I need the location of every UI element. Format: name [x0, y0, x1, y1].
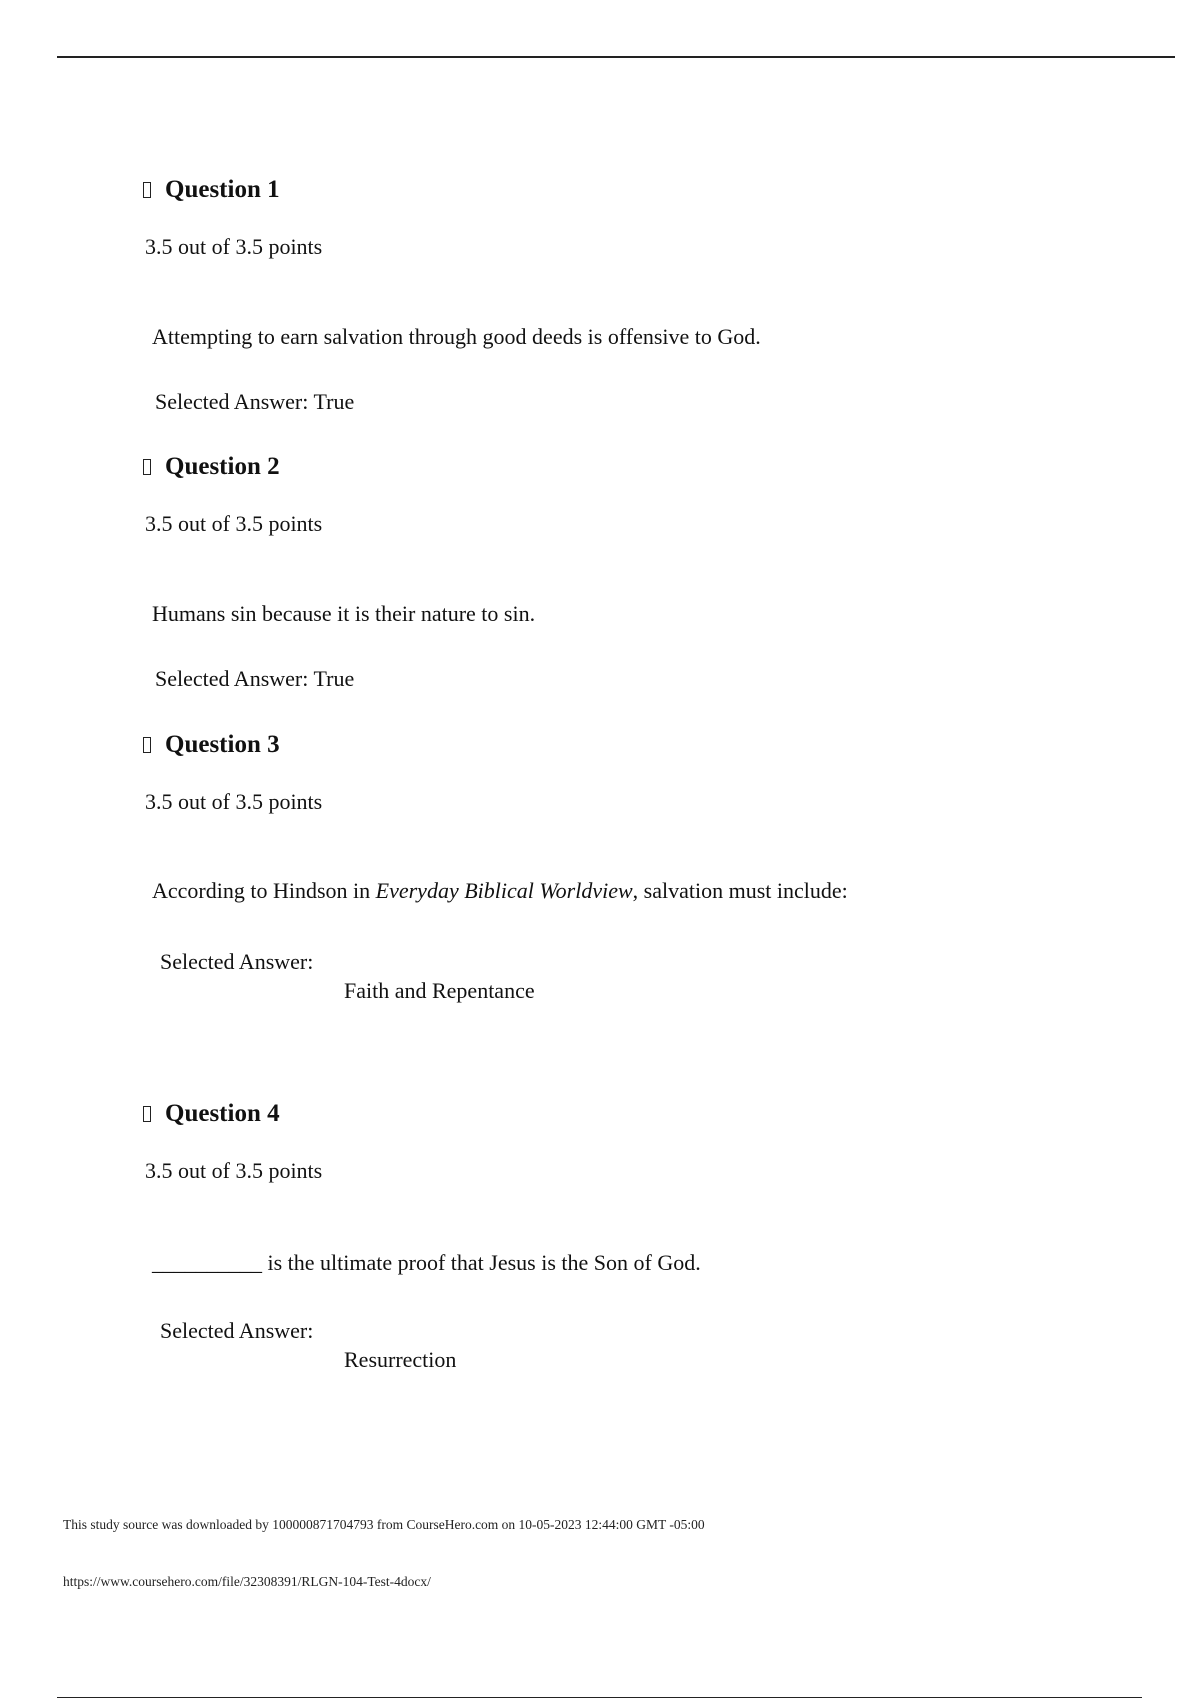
checkbox-icon [143, 1106, 151, 1122]
question-2-heading [143, 452, 280, 482]
question-1-heading [143, 175, 280, 205]
selected-answer-label: Selected Answer: [155, 666, 309, 691]
selected-answer-label: Selected Answer: [160, 949, 314, 974]
question-1-points: 3.5 out of 3.5 points [145, 234, 323, 259]
source-url[interactable]: https://www.coursehero.com/file/32308391/RLGN-104-Test-4docx/ [63, 1574, 431, 1589]
question-4-text: __________ is the ultimate proof that Jesus is the Son of God. [152, 1250, 701, 1275]
question-2-title: Question 2 [165, 453, 280, 480]
question-2-answer-line [155, 665, 354, 693]
bottom-rule [57, 1697, 1142, 1698]
question-2-text: Humans sin because it is their nature to sin. [152, 601, 536, 626]
question-1-text: Attempting to earn salvation through good deeds is offensive to God. [152, 324, 761, 349]
checkbox-icon [143, 459, 151, 475]
book-title: Everyday Biblical Worldview [375, 878, 633, 903]
question-4-points: 3.5 out of 3.5 points [145, 1158, 323, 1183]
top-rule [57, 56, 1175, 58]
question-3-text-after: , salvation must include: [632, 878, 848, 903]
question-3-title: Question 3 [165, 731, 280, 758]
question-2-points: 3.5 out of 3.5 points [145, 511, 323, 536]
question-2-answer: True [313, 666, 355, 691]
question-3-text [152, 877, 848, 905]
question-4-heading [143, 1099, 280, 1129]
question-4-answer: Resurrection [344, 1347, 457, 1372]
checkbox-icon [143, 737, 151, 753]
checkbox-icon [143, 182, 151, 198]
question-3-points: 3.5 out of 3.5 points [145, 789, 323, 814]
question-3-text-before: According to Hindson in [152, 878, 376, 903]
question-4-title: Question 4 [165, 1100, 280, 1127]
question-1-answer-line [155, 388, 354, 416]
question-1-title: Question 1 [165, 176, 280, 203]
question-3-answer: Faith and Repentance [344, 978, 535, 1003]
selected-answer-label: Selected Answer: [155, 389, 309, 414]
download-notice: This study source was downloaded by 100000871704793 from CourseHero.com on 10-05-2023 12:44:00 GMT -05:00 [63, 1517, 705, 1532]
question-1-answer: True [313, 389, 355, 414]
question-3-heading [143, 730, 280, 760]
selected-answer-label: Selected Answer: [160, 1318, 314, 1343]
